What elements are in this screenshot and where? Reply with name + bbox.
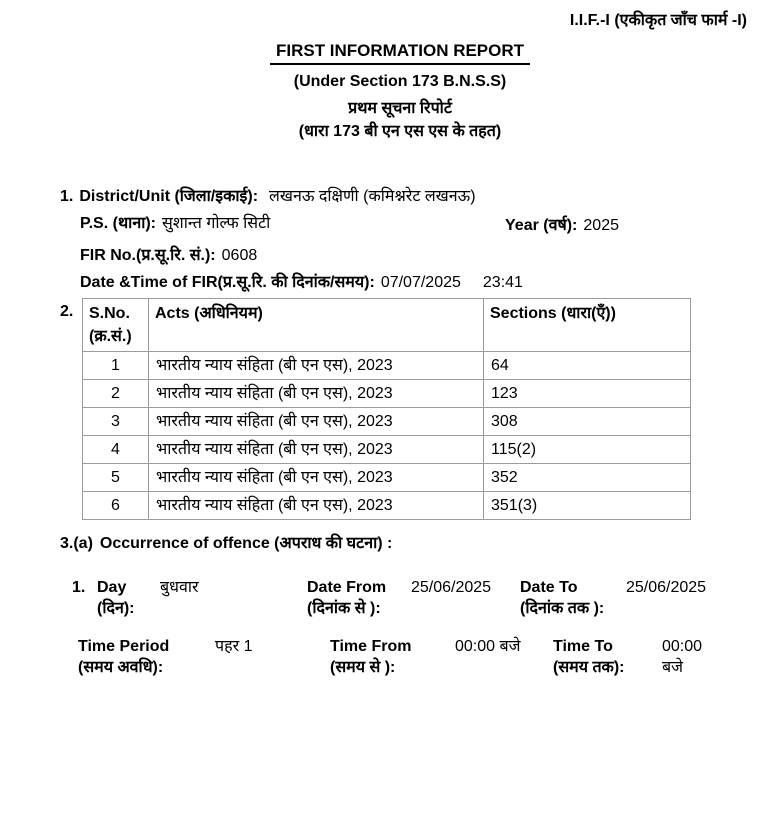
time-period-label-en: Time Period [78, 638, 170, 655]
row-act: भारतीय न्याय संहिता (बी एन एस), 2023 [149, 380, 484, 408]
year-group [505, 213, 619, 235]
section-acts-table [60, 298, 720, 520]
date-from-label [307, 577, 386, 619]
time-period-label-hi: (समय अवधि): [78, 659, 164, 676]
ps-line [80, 213, 270, 234]
time-from-label-en: Time From [330, 638, 412, 655]
row-section: 352 [484, 464, 691, 492]
date-from-value: 25/06/2025 [411, 579, 492, 596]
fir-date-value: 07/07/2025 [380, 274, 461, 291]
fir-no-line [80, 245, 257, 266]
date-from-label-en: Date From [307, 579, 387, 596]
day-value: बुधवार [160, 579, 199, 596]
column-header-sections: Sections (धारा(एँ)) [484, 299, 691, 352]
table-row [83, 352, 691, 380]
row-sno: 3 [83, 408, 149, 436]
fir-no-value: 0608 [221, 247, 258, 264]
fir-time-value: 23:41 [482, 274, 523, 291]
date-to-label-en: Date To [520, 579, 578, 596]
table-row [83, 464, 691, 492]
table-header-row [83, 299, 691, 352]
district-line [60, 186, 476, 207]
table-row [83, 436, 691, 464]
day-label-en: Day [97, 579, 127, 596]
page-title: FIRST INFORMATION REPORT [270, 40, 530, 65]
row-sno: 4 [83, 436, 149, 464]
row-sno: 2 [83, 380, 149, 408]
sno-header-hi: (क्र.सं.) [89, 328, 132, 345]
row-sno: 6 [83, 492, 149, 520]
day-label [97, 577, 135, 619]
row-sno: 1 [83, 352, 149, 380]
row-section: 308 [484, 408, 691, 436]
row-act: भारतीय न्याय संहिता (बी एन एस), 2023 [149, 464, 484, 492]
date-from-label-hi: (दिनांक से ): [307, 600, 381, 617]
time-period-label [78, 636, 169, 678]
date-to-value: 25/06/2025 [626, 579, 707, 596]
row-act: भारतीय न्याय संहिता (बी एन एस), 2023 [149, 492, 484, 520]
date-to-label [520, 577, 604, 619]
ps-label: P.S. (थाना): [80, 215, 156, 232]
table-row [83, 408, 691, 436]
fir-no-label: FIR No.(प्र.सू.रि. सं.): [80, 247, 216, 264]
title-under-section-hindi: (धारा 173 बी एन एस एस के तहत) [298, 123, 502, 141]
time-from-label [330, 636, 412, 678]
fir-datetime-label: Date &Time of FIR(प्र.सू.रि. की दिनांक/समय): [80, 274, 375, 291]
fir-datetime-line [80, 272, 523, 293]
section3-number: 3.(a) [60, 535, 93, 552]
title-block [45, 40, 755, 142]
district-label: District/Unit (जिला/इकाई): [79, 188, 259, 205]
row-section: 64 [484, 352, 691, 380]
occurrence-item-number: 1. [72, 579, 86, 596]
date-to-label-hi: (दिनांक तक ): [520, 600, 605, 617]
district-value: लखनऊ दक्षिणी (कमिश्नरेट लखनऊ) [269, 188, 476, 205]
time-period-value: पहर 1 [215, 638, 253, 655]
section2-number: 2. [60, 303, 74, 320]
page-title-hindi: प्रथम सूचना रिपोर्ट [348, 100, 452, 118]
occurrence-heading [60, 531, 392, 553]
time-to-label-hi: (समय तक): [553, 659, 625, 676]
row-section: 115(2) [484, 436, 691, 464]
year-label: Year (वर्ष): [505, 217, 578, 234]
column-header-acts: Acts (अधिनियम) [149, 299, 484, 352]
row-act: भारतीय न्याय संहिता (बी एन एस), 2023 [149, 436, 484, 464]
row-section: 351(3) [484, 492, 691, 520]
time-from-value: 00:00 बजे [455, 638, 521, 655]
row-sno: 5 [83, 464, 149, 492]
sno-header-en: S.No. [89, 305, 130, 322]
ps-value: सुशान्त गोल्फ सिटी [162, 215, 271, 232]
day-label-hi: (दिन): [97, 600, 135, 617]
table-row [83, 492, 691, 520]
time-to-label-en: Time To [553, 638, 613, 655]
title-under-section: (Under Section 173 B.N.S.S) [293, 73, 507, 91]
time-to-value: 00:00 बजे [662, 638, 703, 676]
form-reference: I.I.F.-I (एकीकृत जाँच फार्म -I) [569, 12, 747, 29]
year-value: 2025 [583, 217, 619, 234]
section3-heading-text: Occurrence of offence (अपराध की घटना) : [99, 535, 393, 552]
acts-sections-table [82, 298, 691, 520]
row-section: 123 [484, 380, 691, 408]
row-act: भारतीय न्याय संहिता (बी एन एस), 2023 [149, 352, 484, 380]
row-act: भारतीय न्याय संहिता (बी एन एस), 2023 [149, 408, 484, 436]
time-to-label [553, 636, 625, 678]
column-header-sno [83, 299, 149, 352]
time-from-label-hi: (समय से ): [330, 659, 396, 676]
table-row [83, 380, 691, 408]
section1-number: 1. [60, 188, 74, 205]
